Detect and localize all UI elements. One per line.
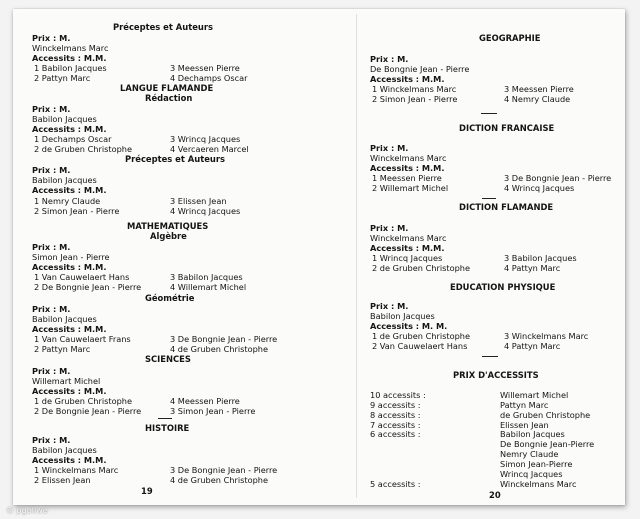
accessit-entry: 2 Willemart Michel [372,183,449,193]
accessits-label: Accessits : M.M. [370,74,445,84]
accessit-entry: 2 De Bongnie Jean - Pierre [34,282,142,292]
section-rule [158,418,172,419]
accessit-count: 6 accessits : [370,429,421,439]
accessit-name: Pattyn Marc [500,400,549,410]
prix-winner: Simon Jean - Pierre [32,252,110,262]
accessit-name: Nemry Claude [500,449,559,459]
accessit-entry: 1 Babilon Jacques [34,63,107,73]
accessit-name: Simon Jean-Pierre [500,459,573,469]
prix-winner: Babilon Jacques [32,114,97,124]
prix-winner: De Bongnie Jean - Pierre [370,64,470,74]
prix-winner: Winckelmans Marc [370,153,447,163]
accessit-name: Babilon Jacques [500,429,565,439]
accessit-entry: 1 Van Cauwelaert Frans [34,334,131,344]
section-rule [482,198,496,199]
prix-label: Prix : M. [370,301,409,311]
accessit-count: 10 accessits : [370,390,426,400]
accessit-entry: 3 De Bongnie Jean - Pierre [170,465,278,475]
accessits-label: Accessits : M.M. [370,243,445,253]
accessit-entry: 1 Nemry Claude [34,196,101,206]
accessit-entry: 2 Van Cauwelaert Hans [372,341,468,351]
accessit-count: 8 accessits : [370,410,421,420]
prix-label: Prix : M. [32,104,71,114]
prix-label: Prix : M. [32,33,71,43]
section-title: Préceptes et Auteurs [113,22,213,32]
accessits-label: Accessits : M.M. [32,324,107,334]
accessit-entry: 3 Elissen Jean [170,196,227,206]
accessit-entry: 1 Winckelmans Marc [34,465,119,475]
section-title: DICTION FRANCAISE [459,123,555,133]
accessit-entry: 4 Pattyn Marc [504,263,561,273]
accessit-entry: 3 Babilon Jacques [170,272,243,282]
prix-winner: Babilon Jacques [32,445,97,455]
prix-winner: Babilon Jacques [32,314,97,324]
accessit-entry: 4 Wrincq Jacques [504,183,575,193]
accessit-entry: 2 Simon Jean - Pierre [372,94,458,104]
section-title: GEOGRAPHIE [479,33,541,43]
accessit-name: Willemart Michel [500,390,569,400]
section-title: MATHEMATIQUES [127,221,209,231]
prix-label: Prix : M. [32,435,71,445]
prix-winner: Willemart Michel [32,376,101,386]
accessit-entry: 1 Meessen Pierre [372,173,442,183]
accessit-name: de Gruben Christophe [500,410,591,420]
prix-label: Prix : M. [370,54,409,64]
prix-label: Prix : M. [370,143,409,153]
page-fold [356,14,357,498]
prix-winner: Winckelmans Marc [370,233,447,243]
accessit-entry: 4 de Gruben Christophe [170,475,269,485]
section-title: Géométrie [145,293,195,303]
accessits-label: Accessits : M. M. [370,321,448,331]
prix-winner: Babilon Jacques [32,175,97,185]
section-rule [481,113,497,114]
accessit-entry: 2 Simon Jean - Pierre [34,206,120,216]
section-subtitle: Algèbre [150,231,187,241]
accessit-entry: 3 Simon Jean - Pierre [170,406,256,416]
accessit-name: De Bongnie Jean-Pierre [500,439,595,449]
section-title: Préceptes et Auteurs [125,154,225,164]
accessit-entry: 2 Pattyn Marc [34,344,91,354]
accessit-entry: 2 de Gruben Christophe [372,263,471,273]
accessit-entry: 4 de Gruben Christophe [170,344,269,354]
section-title: LANGUE FLAMANDE [120,83,214,93]
accessit-entry: 1 Van Cauwelaert Hans [34,272,130,282]
watermark: © pgbliwe [6,506,48,515]
accessit-entry: 4 Dechamps Oscar [170,73,248,83]
accessits-label: Accessits : M.M. [32,262,107,272]
section-rule [482,356,498,357]
accessit-entry: 2 Elissen Jean [34,475,91,485]
accessit-entry: 1 de Gruben Christophe [372,331,471,341]
section-title: PRIX D'ACCESSITS [453,370,539,380]
accessit-entry: 1 Wrincq Jacques [372,253,443,263]
prix-label: Prix : M. [32,304,71,314]
accessit-entry: 3 De Bongnie Jean - Pierre [170,334,278,344]
accessit-entry: 1 Dechamps Oscar [34,134,112,144]
accessit-count: 5 accessits : [370,479,421,489]
accessit-entry: 1 Winckelmans Marc [372,84,457,94]
prix-label: Prix : M. [370,223,409,233]
prix-winner: Winckelmans Marc [32,43,109,53]
accessit-entry: 4 Meessen Pierre [170,396,240,406]
accessit-entry: 3 De Bongnie Jean - Pierre [504,173,612,183]
page-number: 19 [141,486,153,496]
prix-label: Prix : M. [32,242,71,252]
accessit-entry: 4 Wrincq Jacques [170,206,241,216]
section-subtitle: Rédaction [145,93,193,103]
accessit-entry: 4 Pattyn Marc [504,341,561,351]
prix-label: Prix : M. [32,165,71,175]
accessit-name: Elissen Jean [500,420,549,430]
accessit-entry: 3 Meessen Pierre [170,63,240,73]
section-title: EDUCATION PHYSIQUE [450,282,556,292]
accessit-entry: 3 Wrincq Jacques [170,134,241,144]
accessit-entry: 3 Meessen Pierre [504,84,574,94]
accessit-name: Winckelmans Marc [500,479,577,489]
accessits-label: Accessits : M.M. [32,455,107,465]
accessit-entry: 4 Vercaeren Marcel [170,144,249,154]
accessit-entry: 4 Willemart Michel [170,282,247,292]
section-title: DICTION FLAMANDE [459,202,554,212]
accessit-entry: 2 de Gruben Christophe [34,144,133,154]
accessit-name: Wrincq Jacques [500,469,563,479]
accessit-entry: 2 De Bongnie Jean - Pierre [34,406,142,416]
accessit-count: 7 accessits : [370,420,421,430]
page-number: 20 [489,490,501,500]
accessits-label: Accessits : M.M. [32,386,107,396]
section-title: SCIENCES [145,354,191,364]
accessit-count: 9 accessits : [370,400,421,410]
accessits-label: Accessits : M.M. [32,53,107,63]
accessit-entry: 3 Winckelmans Marc [504,331,589,341]
accessit-entry: 4 Nemry Claude [504,94,571,104]
prix-label: Prix : M. [32,366,71,376]
accessit-entry: 2 Pattyn Marc [34,73,91,83]
accessits-label: Accessits : M.M. [32,185,107,195]
section-title: HISTOIRE [145,423,190,433]
accessit-entry: 1 de Gruben Christophe [34,396,133,406]
prix-winner: Babilon Jacques [370,311,435,321]
accessits-label: Accessits : M.M. [370,163,445,173]
accessits-label: Accessits : M.M. [32,124,107,134]
accessit-entry: 3 Babilon Jacques [504,253,577,263]
